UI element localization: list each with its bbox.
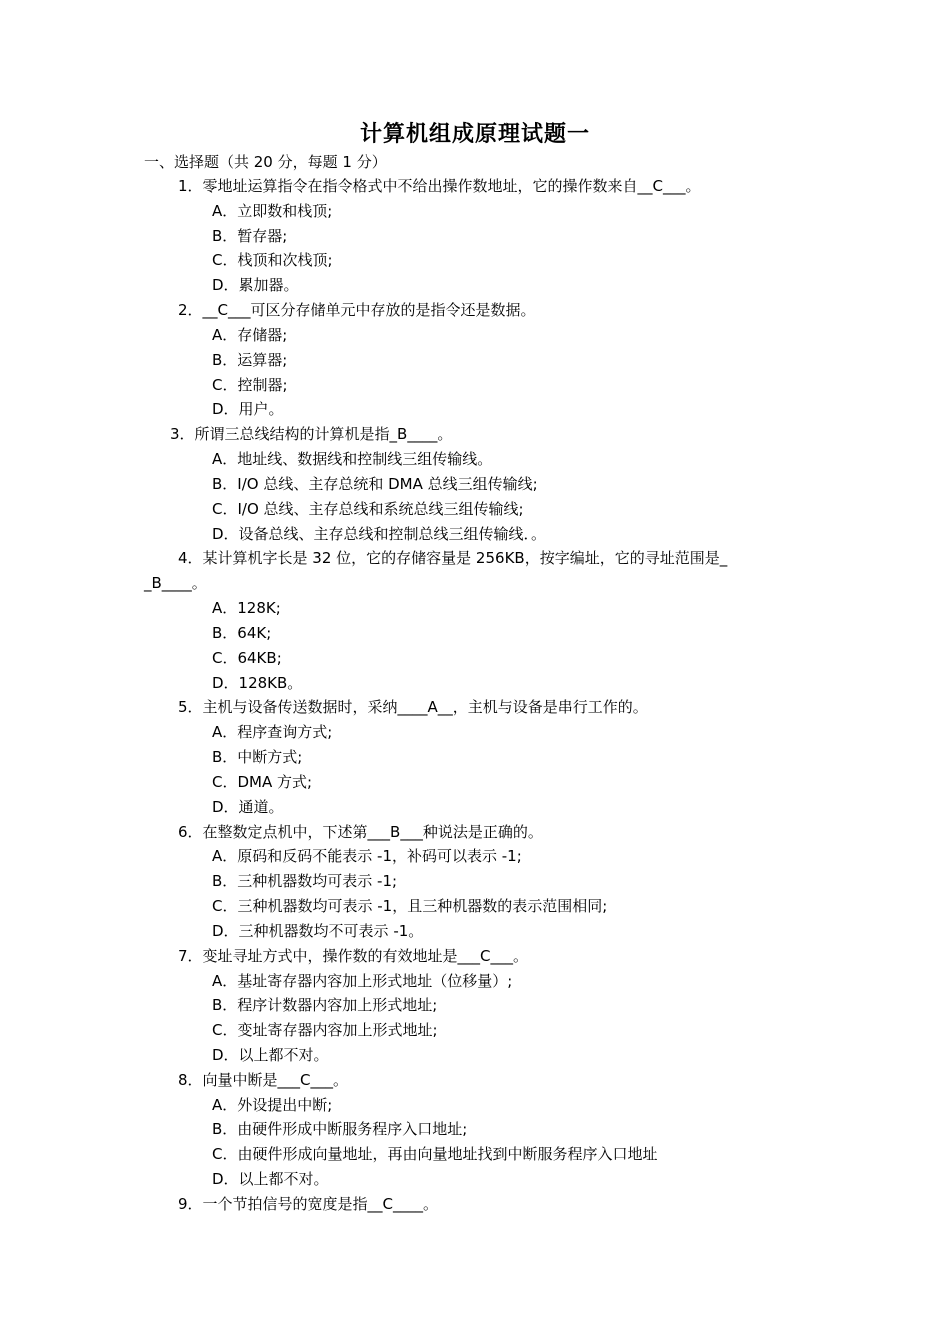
question-1-option-d: D．累加器。 bbox=[212, 276, 299, 295]
question-5-stem: 5．主机与设备传送数据时，采纳____A__，主机与设备是串行工作的。 bbox=[178, 698, 648, 717]
question-3-stem: 3．所谓三总线结构的计算机是指_B____。 bbox=[170, 425, 453, 444]
question-2-option-d: D．用户。 bbox=[212, 400, 284, 419]
question-3-option-b: B．I/O 总线、主存总统和 DMA 总线三组传输线; bbox=[212, 474, 538, 493]
section-heading: 一、选择题（共 20 分，每题 1 分） bbox=[144, 153, 387, 171]
question-8-option-b: B．由硬件形成中断服务程序入口地址; bbox=[212, 1120, 468, 1139]
question-5-option-c: C．DMA 方式; bbox=[212, 772, 313, 791]
question-6-option-d: D．三种机器数均不可表示 -1。 bbox=[212, 921, 424, 940]
question-3-option-d: D．设备总线、主存总线和控制总线三组传输线．。 bbox=[212, 524, 547, 543]
question-9-stem: 9．一个节拍信号的宽度是指__C____。 bbox=[178, 1194, 439, 1213]
question-5-option-a: A．程序查询方式; bbox=[212, 723, 333, 742]
question-4-option-d: D．128KB。 bbox=[212, 673, 303, 692]
question-5-option-b: B．中断方式; bbox=[212, 748, 303, 767]
question-1-option-c: C．栈顶和次栈顶; bbox=[212, 251, 333, 270]
question-1-stem: 1．零地址运算指令在指令格式中不给出操作数地址，它的操作数来自__C___。 bbox=[178, 177, 701, 195]
question-6-stem: 6．在整数定点机中，下述第___B___种说法是正确的。 bbox=[178, 822, 543, 841]
question-7-option-d: D．以上都不对。 bbox=[212, 1045, 329, 1064]
question-2-option-c: C．控制器; bbox=[212, 375, 288, 394]
question-7-option-c: C．变址寄存器内容加上形式地址; bbox=[212, 1021, 438, 1040]
question-4-stem: 4．某计算机字长是 32 位，它的存储容量是 256KB，按字编址，它的寻址范围是_ bbox=[178, 549, 728, 568]
question-7-option-b: B．程序计数器内容加上形式地址; bbox=[212, 996, 438, 1015]
question-1-option-b: B．暂存器; bbox=[212, 226, 288, 245]
question-2-stem: 2．__C___可区分存储单元中存放的是指令还是数据。 bbox=[178, 301, 536, 320]
question-4-option-b: B．64K; bbox=[212, 623, 272, 642]
question-8-option-c: C．由硬件形成向量地址，再由向量地址找到中断服务程序入口地址 bbox=[212, 1145, 658, 1164]
question-3-option-c: C．I/O 总线、主存总线和系统总线三组传输线; bbox=[212, 499, 524, 518]
page-title: 计算机组成原理试题一 bbox=[359, 122, 590, 147]
question-7-stem: 7．变址寻址方式中，操作数的有效地址是___C___。 bbox=[178, 946, 529, 965]
question-2-option-b: B．运算器; bbox=[212, 350, 288, 369]
question-8-option-a: A．外设提出中断; bbox=[212, 1095, 333, 1114]
question-4-option-c: C．64KB; bbox=[212, 648, 282, 667]
question-8-option-d: D．以上都不对。 bbox=[212, 1170, 329, 1189]
question-5-option-d: D．通道。 bbox=[212, 797, 284, 816]
question-4-stem-continued: _B____。 bbox=[144, 574, 207, 593]
question-1-option-a: A．立即数和栈顶; bbox=[212, 201, 333, 220]
question-6-option-a: A．原码和反码不能表示 -1，补码可以表示 -1; bbox=[212, 847, 522, 866]
question-3-option-a: A．地址线、数据线和控制线三组传输线。 bbox=[212, 450, 493, 469]
question-6-option-c: C．三种机器数均可表示 -1，且三种机器数的表示范围相同; bbox=[212, 897, 608, 916]
question-2-option-a: A．存储器; bbox=[212, 325, 288, 344]
question-4-option-a: A．128K; bbox=[212, 599, 281, 618]
question-list bbox=[0, 174, 950, 1217]
question-8-stem: 8．向量中断是___C___。 bbox=[178, 1070, 349, 1089]
question-7-option-a: A．基址寄存器内容加上形式地址（位移量）; bbox=[212, 971, 513, 990]
question-6-option-b: B．三种机器数均可表示 -1; bbox=[212, 872, 398, 891]
